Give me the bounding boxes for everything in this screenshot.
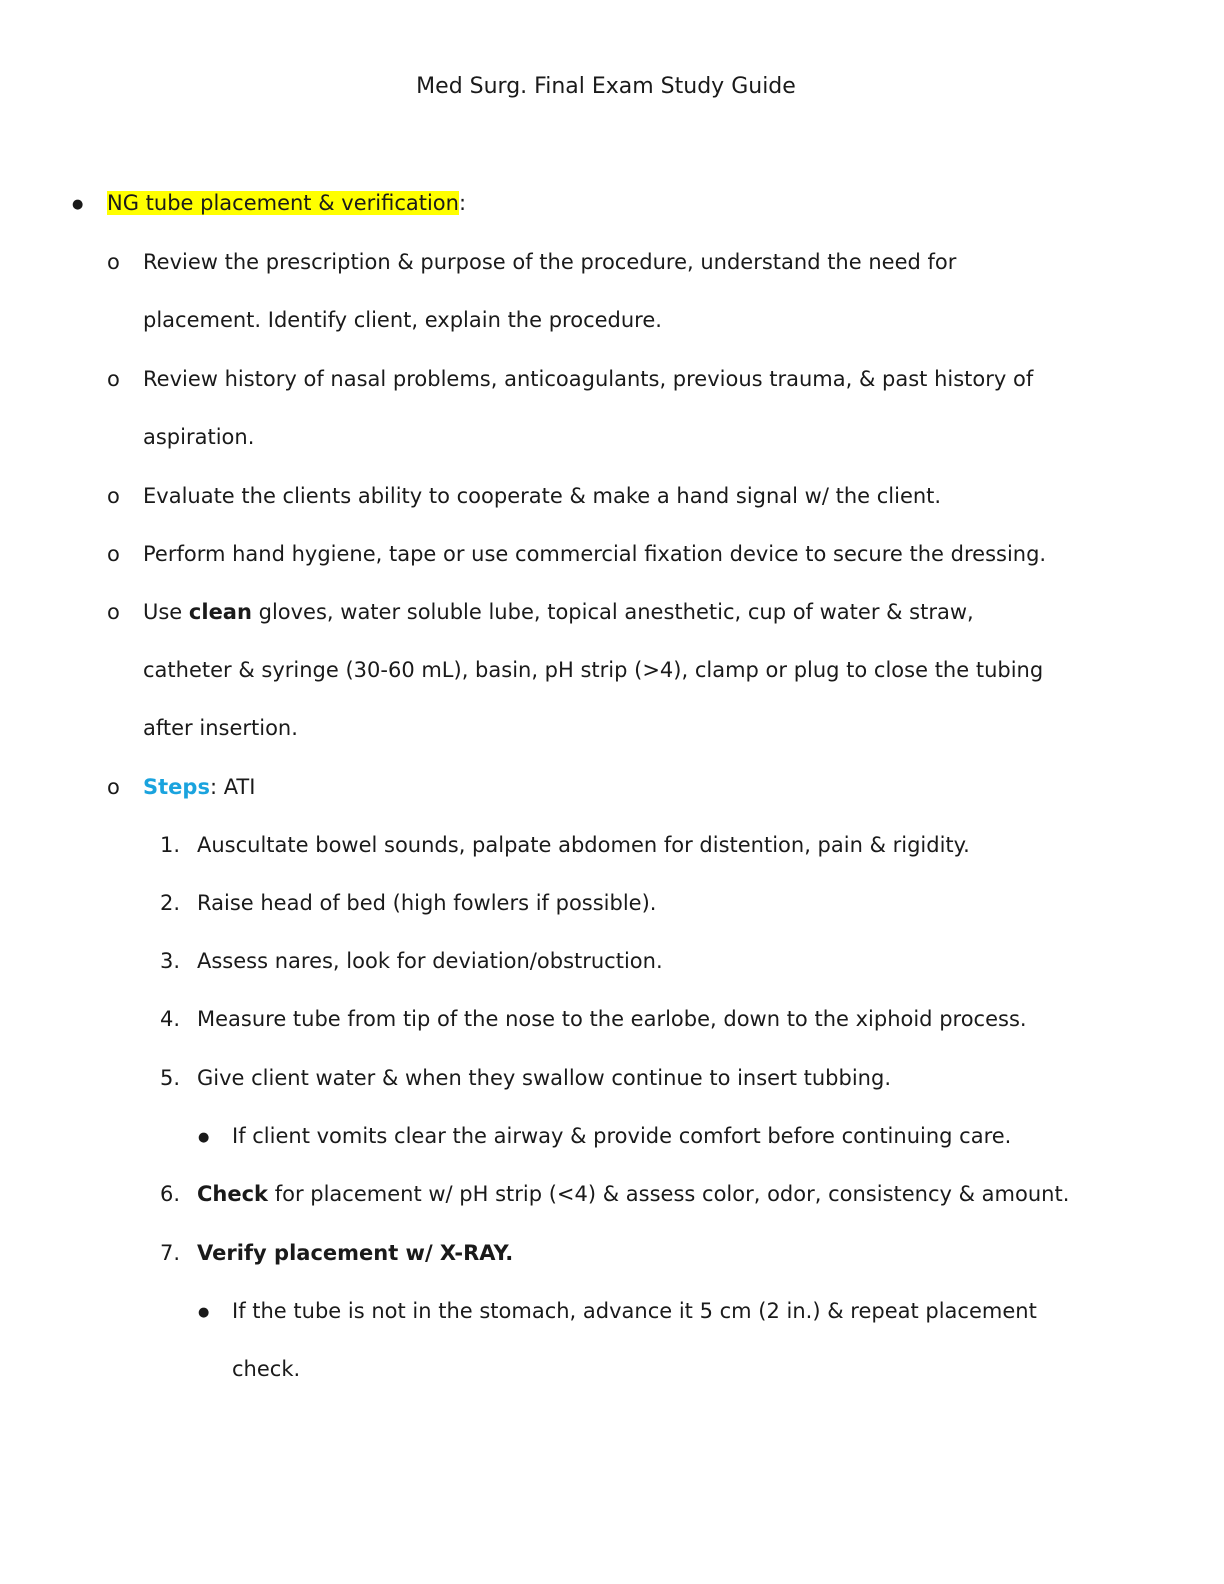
step-number: 5. (160, 1066, 181, 1090)
section-heading-text: NG tube placement & verification (107, 191, 459, 215)
step-text: Raise head of bed (high fowlers if possible). (197, 891, 657, 915)
list-item-line: Review history of nasal problems, anticoagulants, previous trauma, & past history of (143, 367, 1034, 391)
step-number: 3. (160, 949, 181, 973)
section-heading-suffix: : (458, 191, 467, 215)
steps-heading (143, 772, 255, 802)
list-item-line: placement. Identify client, explain the procedure. (143, 308, 662, 332)
step-text: Give client water & when they swallow continue to insert tubbing. (197, 1066, 891, 1090)
step-number: 7. (160, 1241, 181, 1265)
bullet-icon: ● (72, 197, 84, 212)
page-title: Med Surg. Final Exam Study Guide (416, 74, 796, 99)
list-item-line: Perform hand hygiene, tape or use commercial fixation device to secure the dressing. (143, 542, 1047, 566)
step-sub-text: If the tube is not in the stomach, advance it 5 cm (2 in.) & repeat placement (232, 1299, 1037, 1323)
bold-text: Verify placement w/ X-RAY. (197, 1241, 514, 1265)
step-text (197, 1179, 1069, 1209)
text-run: gloves, water soluble lube, topical anesthetic, cup of water & straw, (251, 600, 974, 624)
circle-bullet-icon: o (107, 542, 120, 566)
bold-text: Check (197, 1182, 269, 1206)
step-text (197, 1238, 513, 1268)
steps-suffix: : ATI (209, 775, 256, 799)
text-run: for placement w/ pH strip (<4) & assess color, odor, consistency & amount. (268, 1182, 1070, 1206)
step-number: 1. (160, 833, 181, 857)
step-sub-text: check. (232, 1357, 301, 1381)
list-item-line: Review the prescription & purpose of the procedure, understand the need for (143, 250, 957, 274)
circle-bullet-icon: o (107, 775, 120, 799)
circle-bullet-icon: o (107, 250, 120, 274)
bullet-icon: ● (198, 1305, 210, 1320)
text-run: Use (143, 600, 189, 624)
bold-text: clean (188, 600, 252, 624)
circle-bullet-icon: o (107, 600, 120, 624)
list-item-line: Evaluate the clients ability to cooperate & make a hand signal w/ the client. (143, 484, 942, 508)
list-item-line (143, 597, 974, 627)
step-number: 6. (160, 1182, 181, 1206)
steps-label: Steps (143, 775, 210, 799)
list-item-line: after insertion. (143, 716, 298, 740)
circle-bullet-icon: o (107, 484, 120, 508)
section-heading (107, 188, 466, 218)
step-text: Assess nares, look for deviation/obstruction. (197, 949, 663, 973)
list-item-line: aspiration. (143, 425, 255, 449)
circle-bullet-icon: o (107, 367, 120, 391)
step-sub-text: If client vomits clear the airway & provide comfort before continuing care. (232, 1124, 1012, 1148)
step-text: Measure tube from tip of the nose to the earlobe, down to the xiphoid process. (197, 1007, 1027, 1031)
step-number: 4. (160, 1007, 181, 1031)
list-item-line: catheter & syringe (30-60 mL), basin, pH strip (>4), clamp or plug to close the tubing (143, 658, 1044, 682)
step-number: 2. (160, 891, 181, 915)
step-text: Auscultate bowel sounds, palpate abdomen for distention, pain & rigidity. (197, 833, 970, 857)
bullet-icon: ● (198, 1130, 210, 1145)
